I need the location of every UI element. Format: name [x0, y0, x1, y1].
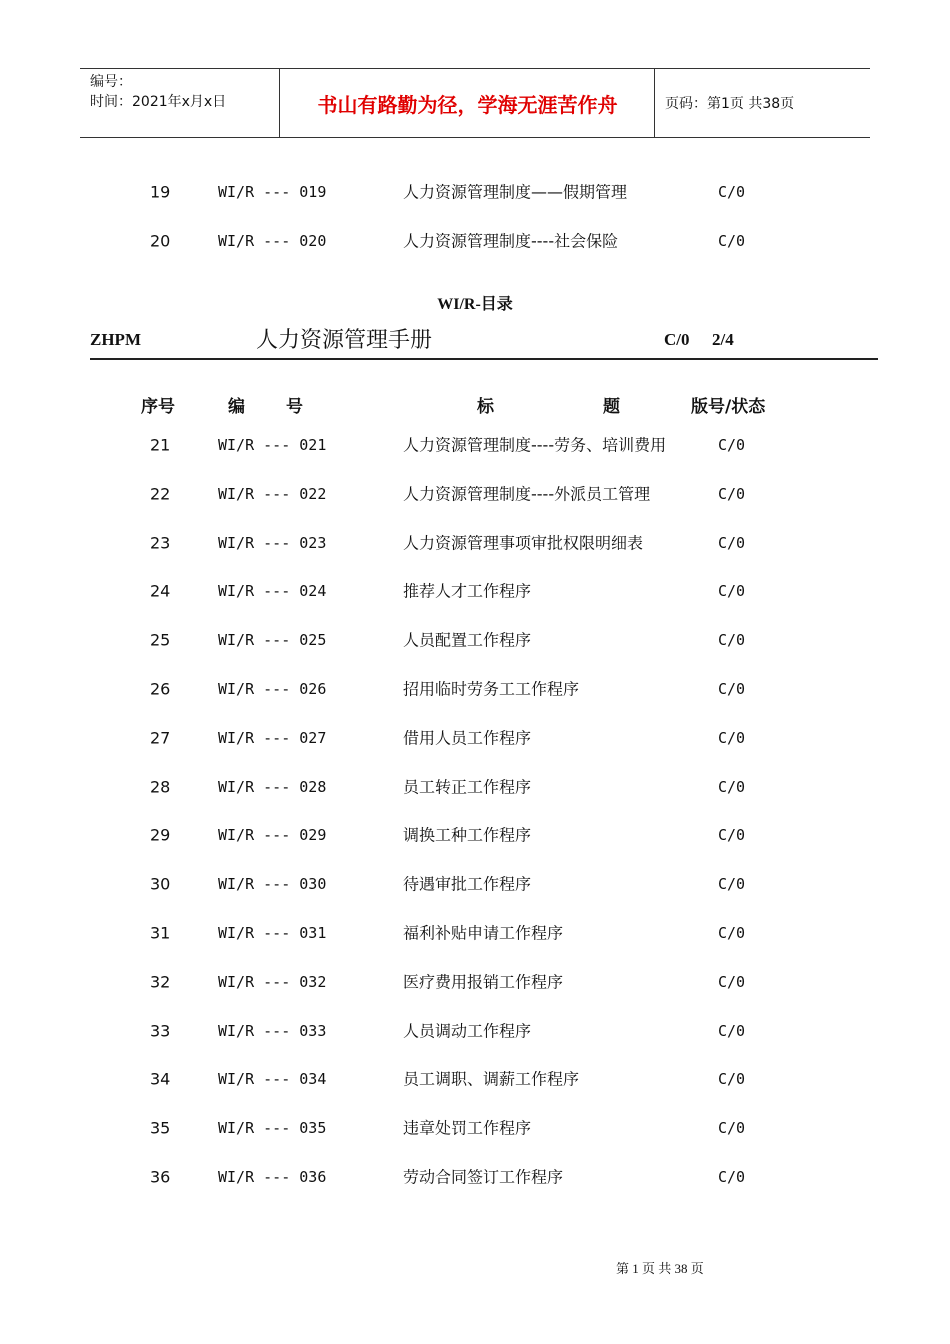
manual-heading: [90, 322, 878, 360]
row-version: C/0: [718, 777, 746, 796]
row-version: C/0: [718, 924, 746, 942]
row-title: 人力资源管理制度----外派员工管理: [403, 484, 651, 504]
row-version: C/0: [718, 1119, 746, 1138]
row-code: WI/R --- 027: [218, 728, 327, 747]
header-motto: 书山有路勤为径，学海无涯苦作舟: [281, 69, 655, 137]
table-row: [0, 221, 950, 261]
row-version: C/0: [718, 533, 746, 552]
manual-page: 2/4: [712, 330, 734, 349]
row-version: C/0: [718, 232, 746, 250]
row-version: C/0: [718, 631, 746, 650]
row-code: WI/R --- 025: [218, 631, 327, 650]
row-number: 29: [150, 825, 171, 845]
manual-code: ZHPM: [90, 330, 141, 349]
row-code: WI/R --- 026: [218, 680, 327, 698]
row-title: 人员调动工作程序: [403, 1021, 532, 1041]
row-title: 借用人员工作程序: [403, 728, 532, 748]
row-number: 36: [150, 1167, 171, 1187]
row-number: 32: [150, 972, 171, 992]
row-code: WI/R --- 034: [218, 1070, 327, 1089]
col-ver: 版号/状态: [691, 397, 766, 417]
row-number: 33: [150, 1021, 171, 1041]
row-code: WI/R --- 033: [218, 1021, 327, 1040]
row-code: WI/R --- 023: [218, 533, 327, 552]
row-code: WI/R --- 029: [218, 826, 327, 845]
row-version: C/0: [718, 436, 746, 454]
manual-version: C/0: [664, 330, 690, 349]
row-number: 34: [150, 1069, 171, 1089]
header-page-info: 页码：第1页 共38页: [665, 96, 795, 112]
manual-title: 人力资源管理手册: [256, 327, 433, 352]
col-code-b: 号: [286, 397, 303, 417]
row-code: WI/R --- 020: [218, 232, 327, 250]
table-row: [0, 1157, 950, 1197]
table-row: [0, 962, 950, 1002]
col-title-a: 标: [477, 397, 494, 417]
row-version: C/0: [718, 875, 746, 894]
row-number: 19: [150, 182, 171, 202]
row-version: C/0: [718, 1168, 746, 1186]
row-code: WI/R --- 032: [218, 972, 327, 991]
row-code: WI/R --- 036: [218, 1168, 327, 1186]
col-num: 序号: [141, 397, 175, 417]
row-title: 医疗费用报销工作程序: [403, 972, 564, 992]
table-row: [0, 425, 950, 465]
row-code: WI/R --- 024: [218, 582, 327, 601]
row-number: 30: [150, 874, 171, 894]
row-code: WI/R --- 022: [218, 484, 327, 503]
table-row: [0, 913, 950, 953]
page-header: [80, 68, 870, 138]
row-title: 违章处罚工作程序: [403, 1118, 532, 1138]
row-code: WI/R --- 019: [218, 183, 327, 201]
table-row: [0, 1059, 950, 1099]
row-code: WI/R --- 035: [218, 1119, 327, 1138]
row-version: C/0: [718, 1021, 746, 1040]
row-version: C/0: [718, 826, 746, 845]
row-number: 23: [150, 533, 171, 553]
row-number: 35: [150, 1118, 171, 1138]
row-number: 24: [150, 581, 171, 601]
row-number: 31: [150, 923, 171, 943]
row-title: 推荐人才工作程序: [403, 581, 532, 601]
row-title: 招用临时劳务工工作程序: [403, 679, 580, 699]
table-row: [0, 1108, 950, 1148]
section-title: WI/R-目录: [437, 296, 513, 313]
row-code: WI/R --- 021: [218, 436, 327, 454]
row-title: 人力资源管理事项审批权限明细表: [403, 533, 644, 553]
row-title: 人力资源管理制度----社会保险: [403, 231, 619, 251]
table-row: [0, 864, 950, 904]
row-title: 待遇审批工作程序: [403, 874, 532, 894]
table-row: [0, 474, 950, 514]
table-row: [0, 669, 950, 709]
header-meta: [80, 69, 280, 137]
row-title: 员工转正工作程序: [403, 777, 532, 797]
page-footer: 第 1 页 共 38 页: [616, 1261, 704, 1276]
row-number: 26: [150, 679, 171, 699]
row-version: C/0: [718, 484, 746, 503]
row-number: 27: [150, 728, 171, 748]
row-number: 22: [150, 484, 171, 504]
row-title: 调换工种工作程序: [403, 825, 532, 845]
row-version: C/0: [718, 1070, 746, 1089]
row-title: 福利补贴申请工作程序: [403, 923, 564, 943]
col-title-b: 题: [603, 397, 620, 417]
table-row: [0, 1011, 950, 1051]
row-version: C/0: [718, 183, 746, 201]
row-code: WI/R --- 030: [218, 875, 327, 894]
row-number: 21: [150, 435, 171, 455]
row-version: C/0: [718, 582, 746, 601]
table-row: [0, 815, 950, 855]
row-code: WI/R --- 028: [218, 777, 327, 796]
time-label: 时间：2021年x月x日: [90, 94, 227, 110]
table-row: [0, 767, 950, 807]
table-row: [0, 172, 950, 212]
row-title: 人力资源管理制度----劳务、培训费用: [403, 435, 667, 455]
row-title: 人员配置工作程序: [403, 630, 532, 650]
number-label: 编号：: [90, 74, 132, 90]
row-version: C/0: [718, 728, 746, 747]
row-title: 劳动合同签订工作程序: [403, 1167, 564, 1187]
row-title: 人力资源管理制度——假期管理: [403, 182, 628, 202]
row-number: 28: [150, 777, 171, 797]
table-row: [0, 718, 950, 758]
col-code-a: 编: [228, 397, 245, 417]
row-version: C/0: [718, 972, 746, 991]
column-headers: [0, 392, 950, 416]
row-title: 员工调职、调薪工作程序: [403, 1069, 580, 1089]
table-row: [0, 620, 950, 660]
row-number: 20: [150, 231, 171, 251]
row-version: C/0: [718, 680, 746, 698]
row-number: 25: [150, 630, 171, 650]
table-row: [0, 523, 950, 563]
table-row: [0, 571, 950, 611]
row-code: WI/R --- 031: [218, 924, 327, 942]
